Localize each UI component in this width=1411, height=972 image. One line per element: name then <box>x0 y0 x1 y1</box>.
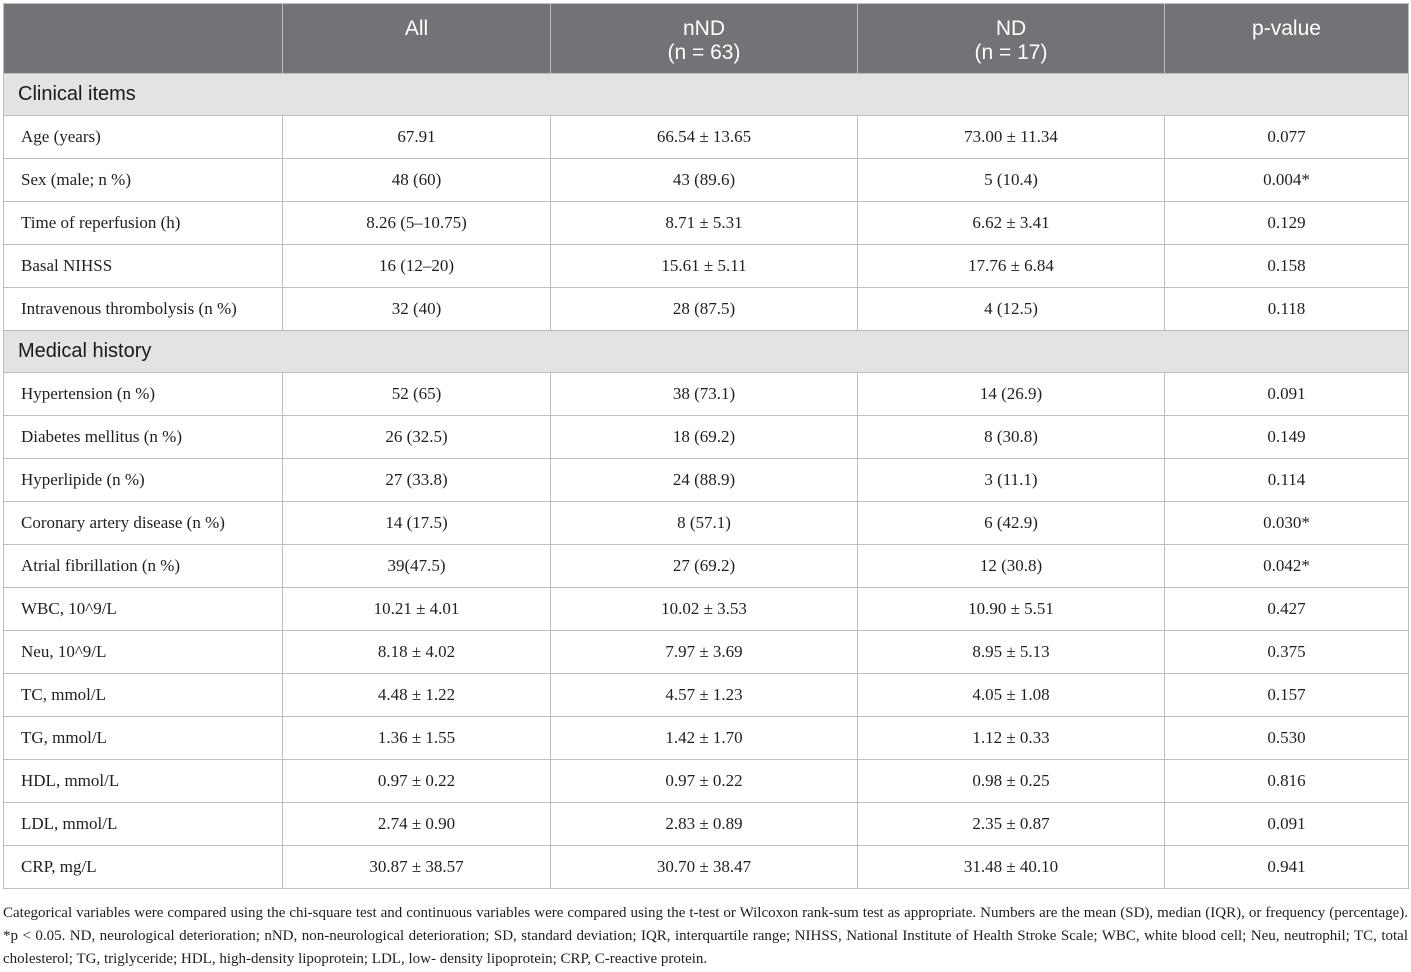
cell-variable: Hypertension (n %) <box>4 373 283 416</box>
cell-nd: 6.62 ± 3.41 <box>858 202 1165 245</box>
cell-p-value: 0.114 <box>1165 459 1409 502</box>
table-row <box>4 803 1409 846</box>
cell-p-value: 0.375 <box>1165 631 1409 674</box>
cell-nd: 4 (12.5) <box>858 288 1165 331</box>
cell-variable: Age (years) <box>4 116 283 159</box>
cell-all: 8.26 (5–10.75) <box>283 202 551 245</box>
cell-nnd: 10.02 ± 3.53 <box>551 588 858 631</box>
cell-nnd: 28 (87.5) <box>551 288 858 331</box>
cell-all: 4.48 ± 1.22 <box>283 674 551 717</box>
cell-p-value: 0.042* <box>1165 545 1409 588</box>
header-label: ND <box>995 17 1027 40</box>
cell-nnd: 15.61 ± 5.11 <box>551 245 858 288</box>
cell-all: 2.74 ± 0.90 <box>283 803 551 846</box>
cell-nd: 5 (10.4) <box>858 159 1165 202</box>
table-row <box>4 373 1409 416</box>
cell-all: 48 (60) <box>283 159 551 202</box>
cell-variable: Coronary artery disease (n %) <box>4 502 283 545</box>
cell-nd: 0.98 ± 0.25 <box>858 760 1165 803</box>
cell-nnd: 66.54 ± 13.65 <box>551 116 858 159</box>
cell-nd: 10.90 ± 5.51 <box>858 588 1165 631</box>
header-cell-variable <box>4 4 283 74</box>
table-row <box>4 846 1409 889</box>
cell-nd: 73.00 ± 11.34 <box>858 116 1165 159</box>
cell-variable: Time of reperfusion (h) <box>4 202 283 245</box>
cell-p-value: 0.149 <box>1165 416 1409 459</box>
header-cell-nd <box>858 4 1165 74</box>
cell-nd: 31.48 ± 40.10 <box>858 846 1165 889</box>
data-table <box>3 3 1409 889</box>
table-row <box>4 416 1409 459</box>
cell-variable: Sex (male; n %) <box>4 159 283 202</box>
cell-variable: TG, mmol/L <box>4 717 283 760</box>
table-row <box>4 288 1409 331</box>
cell-p-value: 0.091 <box>1165 803 1409 846</box>
table-row <box>4 159 1409 202</box>
cell-variable: CRP, mg/L <box>4 846 283 889</box>
table-footnote: Categorical variables were compared using the chi-square test and continuous variables were compared using the t-test or Wilcoxon rank-sum test as appropriate. Numbers are the mean (SD), median (IQR), or frequency (percentage). *p < 0.05. ND, neurological deterioration; nND, non-neurological deterioration; SD, standard deviation; IQR, interquartile range; NIHSS, National Institute of Health Stroke Scale; WBC, white blood cell; Neu, neutrophil; TC, total cholesterol; TG, triglyceride; HDL, high-density lipoprotein; LDL, low- density lipoprotein; CRP, C-reactive protein. <box>3 905 1408 967</box>
table-row <box>4 674 1409 717</box>
header-cell-nnd <box>551 4 858 74</box>
table-body <box>4 74 1409 889</box>
cell-variable: WBC, 10^9/L <box>4 588 283 631</box>
header-label: nND <box>682 17 725 40</box>
cell-nnd: 2.83 ± 0.89 <box>551 803 858 846</box>
table-row <box>4 245 1409 288</box>
cell-all: 27 (33.8) <box>283 459 551 502</box>
cell-all: 67.91 <box>283 116 551 159</box>
cell-all: 32 (40) <box>283 288 551 331</box>
cell-p-value: 0.530 <box>1165 717 1409 760</box>
cell-all: 1.36 ± 1.55 <box>283 717 551 760</box>
cell-nnd: 0.97 ± 0.22 <box>551 760 858 803</box>
cell-nnd: 24 (88.9) <box>551 459 858 502</box>
header-sublabel: (n = 63) <box>667 41 741 64</box>
cell-nd: 8 (30.8) <box>858 416 1165 459</box>
table-row <box>4 459 1409 502</box>
cell-p-value: 0.158 <box>1165 245 1409 288</box>
cell-p-value: 0.030* <box>1165 502 1409 545</box>
table-row <box>4 502 1409 545</box>
cell-nd: 3 (11.1) <box>858 459 1165 502</box>
table-row <box>4 116 1409 159</box>
cell-variable: Diabetes mellitus (n %) <box>4 416 283 459</box>
cell-all: 52 (65) <box>283 373 551 416</box>
section-row <box>4 74 1409 116</box>
cell-all: 8.18 ± 4.02 <box>283 631 551 674</box>
cell-p-value: 0.091 <box>1165 373 1409 416</box>
cell-nnd: 43 (89.6) <box>551 159 858 202</box>
section-title: Clinical items <box>4 74 1409 116</box>
cell-nnd: 7.97 ± 3.69 <box>551 631 858 674</box>
cell-nnd: 38 (73.1) <box>551 373 858 416</box>
section-row <box>4 331 1409 373</box>
cell-nnd: 1.42 ± 1.70 <box>551 717 858 760</box>
header-cell-all <box>283 4 551 74</box>
cell-nd: 1.12 ± 0.33 <box>858 717 1165 760</box>
cell-variable: LDL, mmol/L <box>4 803 283 846</box>
cell-p-value: 0.941 <box>1165 846 1409 889</box>
cell-all: 10.21 ± 4.01 <box>283 588 551 631</box>
cell-nnd: 18 (69.2) <box>551 416 858 459</box>
section-title: Medical history <box>4 331 1409 373</box>
table-row <box>4 588 1409 631</box>
cell-p-value: 0.427 <box>1165 588 1409 631</box>
cell-p-value: 0.129 <box>1165 202 1409 245</box>
cell-nnd: 8.71 ± 5.31 <box>551 202 858 245</box>
cell-all: 30.87 ± 38.57 <box>283 846 551 889</box>
cell-p-value: 0.157 <box>1165 674 1409 717</box>
table-row <box>4 631 1409 674</box>
cell-variable: Neu, 10^9/L <box>4 631 283 674</box>
cell-variable: Intravenous thrombolysis (n %) <box>4 288 283 331</box>
cell-nnd: 8 (57.1) <box>551 502 858 545</box>
cell-p-value: 0.816 <box>1165 760 1409 803</box>
cell-nd: 4.05 ± 1.08 <box>858 674 1165 717</box>
cell-nnd: 30.70 ± 38.47 <box>551 846 858 889</box>
header-row <box>4 4 1409 74</box>
header-sublabel: (n = 17) <box>974 41 1048 64</box>
table-row <box>4 202 1409 245</box>
table-row <box>4 545 1409 588</box>
cell-all: 14 (17.5) <box>283 502 551 545</box>
header-label: All <box>404 17 429 40</box>
cell-all: 0.97 ± 0.22 <box>283 760 551 803</box>
table-row <box>4 717 1409 760</box>
header-label: p-value <box>1252 17 1321 40</box>
cell-p-value: 0.118 <box>1165 288 1409 331</box>
cell-variable: HDL, mmol/L <box>4 760 283 803</box>
cell-nnd: 4.57 ± 1.23 <box>551 674 858 717</box>
cell-p-value: 0.077 <box>1165 116 1409 159</box>
data-table-container <box>3 3 1408 889</box>
cell-nd: 6 (42.9) <box>858 502 1165 545</box>
cell-all: 26 (32.5) <box>283 416 551 459</box>
cell-variable: Basal NIHSS <box>4 245 283 288</box>
cell-nd: 12 (30.8) <box>858 545 1165 588</box>
cell-nd: 14 (26.9) <box>858 373 1165 416</box>
cell-variable: TC, mmol/L <box>4 674 283 717</box>
cell-nd: 8.95 ± 5.13 <box>858 631 1165 674</box>
cell-p-value: 0.004* <box>1165 159 1409 202</box>
cell-all: 39(47.5) <box>283 545 551 588</box>
header-cell-p-value <box>1165 4 1409 74</box>
cell-nnd: 27 (69.2) <box>551 545 858 588</box>
cell-nd: 2.35 ± 0.87 <box>858 803 1165 846</box>
cell-nd: 17.76 ± 6.84 <box>858 245 1165 288</box>
cell-variable: Atrial fibrillation (n %) <box>4 545 283 588</box>
cell-variable: Hyperlipide (n %) <box>4 459 283 502</box>
cell-all: 16 (12–20) <box>283 245 551 288</box>
table-row <box>4 760 1409 803</box>
